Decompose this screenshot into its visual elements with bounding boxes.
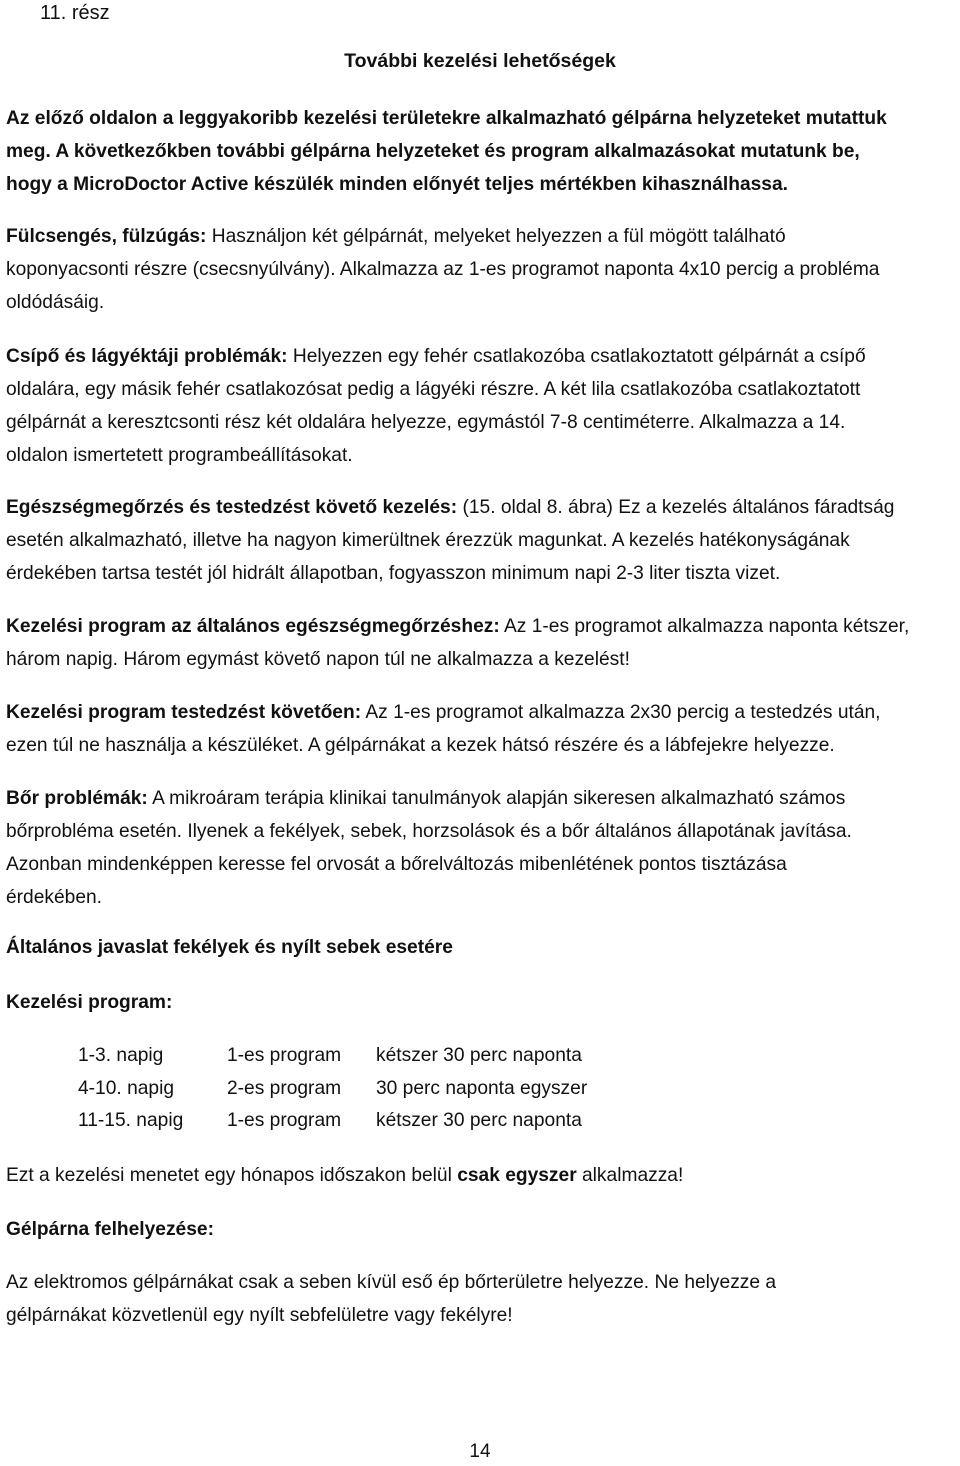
placement-heading: Gélpárna felhelyezése:	[6, 1219, 214, 1240]
tinnitus-text: koponyacsonti részre (csecsnyúlvány). Alkalmazza az 1-es programot naponta 4x10 percig a probléma	[6, 259, 880, 280]
tinnitus-label: Fülcsengés, fülzúgás:	[6, 226, 207, 247]
intro-line: Az előző oldalon a leggyakoribb kezelési területekre alkalmazható gélpárna helyzeteket mutattuk	[6, 108, 887, 129]
general-program-paragraph	[6, 610, 958, 676]
workout-program-paragraph	[6, 696, 958, 762]
hip-text: gélpárnát a keresztcsonti rész két oldalára helyezze, egymástól 7-8 centiméterre. Alkalmazza a 14.	[6, 412, 846, 433]
wounds-heading: Általános javaslat fekélyek és nyílt sebek esetére	[6, 937, 453, 958]
skin-label: Bőr problémák:	[6, 788, 148, 809]
workout-program-label: Kezelési program testedzést követően:	[6, 702, 362, 723]
general-program-text: három napig. Három egymást követő napon túl ne alkalmazza a kezelést!	[6, 649, 630, 670]
intro-paragraph	[6, 102, 958, 201]
general-program-label: Kezelési program az általános egészségmegőrzéshez:	[6, 616, 500, 637]
health-text: esetén alkalmazható, illetve ha nagyon kimerültnek érezzük magunkat. A kezelés hatékonyságának	[6, 530, 850, 551]
placement-paragraph	[6, 1266, 958, 1332]
health-text: érdekében tartsa testét jól hidrált állapotban, fogyasszon minimum napi 2-3 liter tiszta vizet.	[6, 563, 781, 584]
hip-label: Csípő és lágyéktáji problémák:	[6, 346, 288, 367]
tinnitus-text: oldódásáig.	[6, 292, 105, 313]
dose-cell: 30 perc naponta egyszer	[376, 1077, 588, 1099]
workout-program-text: Az 1-es programot alkalmazza 2x30 percig a testedzés után,	[361, 702, 881, 723]
health-text: Ez a kezelés általános fáradtság	[612, 497, 895, 518]
skin-text: Azonban mindenképpen keresse fel orvosát a bőrelváltozás mibenlétének pontos tisztázása	[6, 854, 787, 875]
program-table	[78, 1040, 587, 1138]
days-cell: 11-15. napig	[78, 1110, 184, 1132]
days-cell: 4-10. napig	[78, 1077, 175, 1099]
intro-line: meg. A következőkben további gélpárna helyzeteket és program alkalmazásokat mutatunk be,	[6, 141, 860, 162]
dose-cell: kétszer 30 perc naponta	[376, 1045, 582, 1067]
usage-note	[6, 1159, 958, 1192]
part-number: 11. rész	[40, 2, 110, 24]
tinnitus-paragraph	[6, 220, 958, 319]
skin-text: bőrprobléma esetén. Ilyenek a fekélyek, sebek, horzsolások és a bőr általános állapotának javítása.	[6, 821, 852, 842]
hip-text: oldalára, egy másik fehér csatlakozósat pedig a lágyéki részre. A két lila csatlakozóba csatlakoztatott	[6, 379, 861, 400]
intro-line: hogy a MicroDoctor Active készülék minden előnyét teljes mértékben kihasználhassa.	[6, 174, 788, 195]
table-row	[78, 1105, 587, 1138]
table-row	[78, 1040, 587, 1073]
placement-text: gélpárnákat közvetlenül egy nyílt sebfelületre vagy fekélyre!	[6, 1305, 513, 1326]
general-program-text: Az 1-es programot alkalmazza naponta kétszer,	[499, 616, 910, 637]
skin-text: érdekében.	[6, 887, 103, 908]
page-number: 14	[469, 1441, 491, 1462]
dose-cell: kétszer 30 perc naponta	[376, 1110, 582, 1132]
table-row	[78, 1073, 587, 1106]
placement-text: Az elektromos gélpárnákat csak a seben kívül eső ép bőrterületre helyezze. Ne helyezze a	[6, 1272, 777, 1293]
program-cell: 1-es program	[227, 1110, 342, 1132]
tinnitus-text: Használjon két gélpárnát, melyeket helyezzen a fül mögött található	[206, 226, 786, 247]
program-cell: 2-es program	[227, 1077, 342, 1099]
hip-text: Helyezzen egy fehér csatlakozóba csatlakoztatott gélpárnát a csípő	[287, 346, 866, 367]
page-title: További kezelési lehetőségek	[344, 50, 616, 72]
hip-text: oldalon ismertetett programbeállításokat.	[6, 445, 353, 466]
usage-note-emphasis: csak egyszer	[457, 1165, 577, 1186]
usage-note-text: alkalmazza!	[576, 1165, 684, 1186]
skin-text: A mikroáram terápia klinikai tanulmányok alapján sikeresen alkalmazható számos	[147, 788, 846, 809]
hip-paragraph	[6, 340, 958, 472]
health-paragraph	[6, 491, 958, 590]
program-heading: Kezelési program:	[6, 992, 173, 1013]
health-reference: (15. oldal 8. ábra)	[457, 497, 613, 518]
program-cell: 1-es program	[227, 1045, 342, 1067]
skin-paragraph	[6, 782, 958, 914]
usage-note-text: Ezt a kezelési menetet egy hónapos időszakon belül	[6, 1165, 458, 1186]
health-label: Egészségmegőrzés és testedzést követő kezelés:	[6, 497, 458, 518]
workout-program-text: ezen túl ne használja a készüléket. A gélpárnákat a kezek hátsó részére és a lábfejekre helyezze.	[6, 735, 835, 756]
days-cell: 1-3. napig	[78, 1045, 164, 1067]
